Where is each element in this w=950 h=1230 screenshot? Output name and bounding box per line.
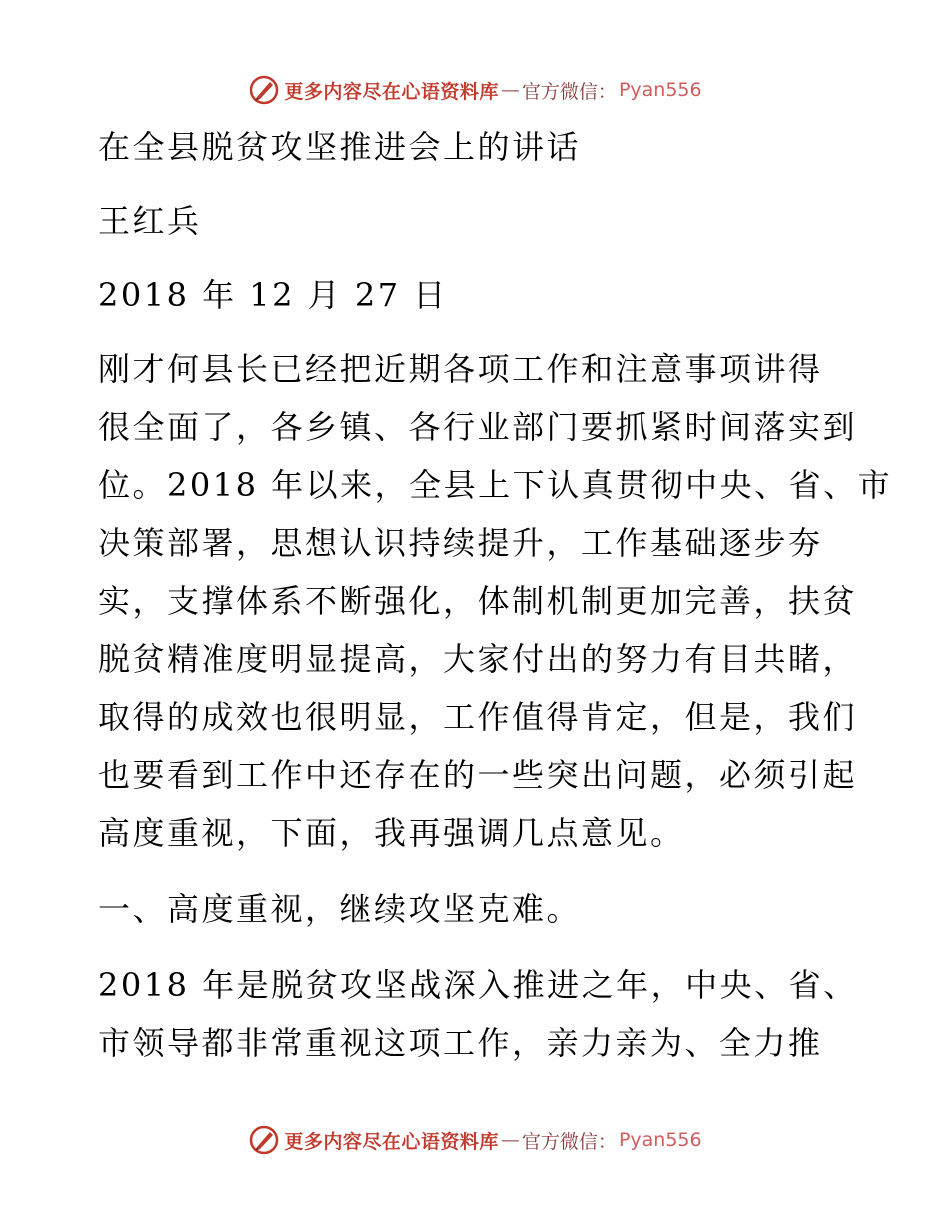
- paragraph-line: 脱贫精准度明显提高，大家付出的努力有目共睹，: [98, 640, 858, 678]
- paragraph-line: 决策部署，思想认识持续提升，工作基础逐步夯: [98, 524, 823, 562]
- watermark-wechat-id: Pyan556: [618, 79, 702, 101]
- watermark-wechat-id: Pyan556: [618, 1129, 702, 1151]
- watermark-separator: —: [500, 79, 520, 101]
- document-title: 在全县脱贫攻坚推进会上的讲话: [98, 128, 582, 166]
- watermark-wechat-label: 官方微信：: [521, 80, 617, 103]
- watermark-separator: —: [500, 1129, 520, 1151]
- paragraph-line: 2018 年是脱贫攻坚战深入推进之年，中央、省、: [98, 966, 858, 1004]
- pen-logo-icon: [248, 1124, 280, 1156]
- paragraph-line: 位。2018 年以来，全县上下认真贯彻中央、省、市: [98, 466, 893, 504]
- paragraph-line: 也要看到工作中还存在的一些突出问题，必须引起: [98, 756, 858, 794]
- paragraph-line: 刚才何县长已经把近期各项工作和注意事项讲得: [98, 350, 823, 388]
- watermark-banner-bottom: [0, 1122, 950, 1158]
- document-author: 王红兵: [98, 202, 202, 240]
- document-date: 2018 年 12 月 27 日: [98, 276, 448, 314]
- pen-logo-icon: [248, 74, 280, 106]
- paragraph-line: 市领导都非常重视这项工作，亲力亲为、全力推: [98, 1024, 823, 1062]
- section-heading: 一、高度重视，继续攻坚克难。: [98, 890, 582, 928]
- paragraph-line: 实，支撑体系不断强化，体制机制更加完善，扶贫: [98, 582, 858, 620]
- watermark-banner-top: [0, 72, 950, 108]
- watermark-text: 更多内容尽在心语资料库: [284, 1130, 499, 1153]
- paragraph-line: 取得的成效也很明显，工作值得肯定，但是，我们: [98, 698, 858, 736]
- watermark-wechat-label: 官方微信：: [521, 1130, 617, 1153]
- watermark-text: 更多内容尽在心语资料库: [284, 80, 499, 103]
- paragraph-line: 高度重视，下面，我再强调几点意见。: [98, 814, 685, 852]
- paragraph-line: 很全面了，各乡镇、各行业部门要抓紧时间落实到: [98, 408, 858, 446]
